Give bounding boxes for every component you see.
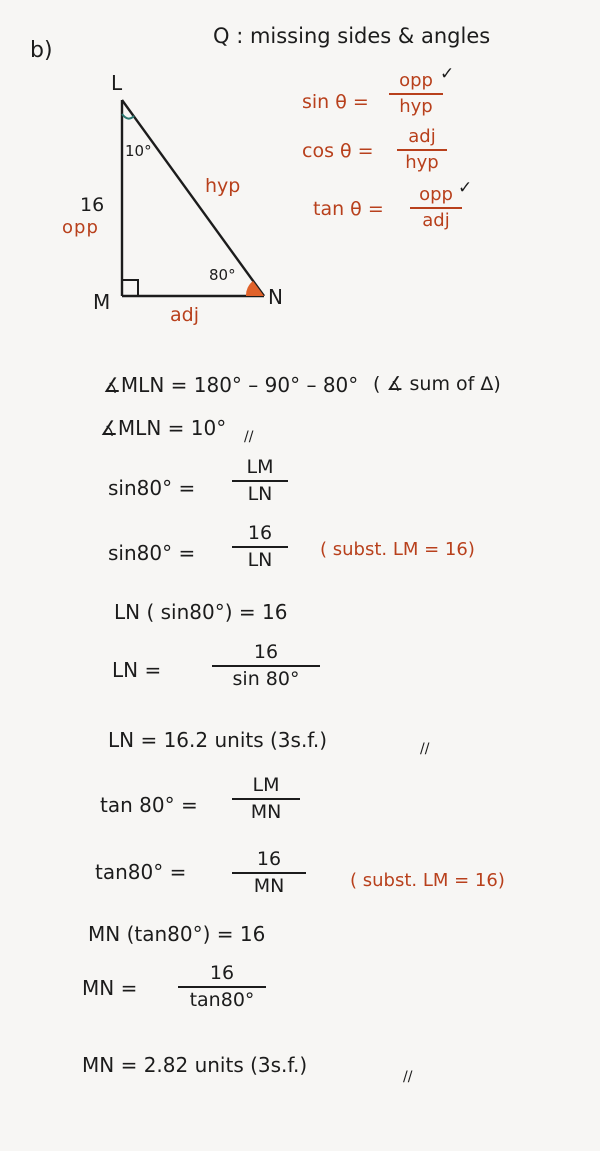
working-line-3-lhs: sin80° = [108,476,196,500]
working-line-9-fraction [232,850,306,896]
sin-checkmark: ✓ [440,64,455,84]
side-lm-role: opp [62,217,99,238]
working-line-6-denominator: sin 80° [232,668,300,690]
working-line-4-reason: ( subst. LM = 16) [320,539,475,560]
working-line-12-mark: // [403,1069,413,1085]
working-line-8-lhs: tan 80° = [100,793,198,817]
working-line-4-lhs: sin80° = [108,541,196,565]
vertex-m-label: M [93,290,111,314]
cos-ratio-label: cos θ = [302,140,374,162]
working-line-2: ∡MLN = 10° [100,416,227,440]
tan-ratio-fraction [410,186,462,230]
cos-ratio-fraction [397,128,447,172]
sin-ratio-denominator: hyp [399,96,433,117]
working-line-11-lhs: MN = [82,976,138,1000]
cos-ratio-denominator: hyp [405,152,439,173]
side-lm-length: 16 [80,194,105,216]
working-line-10: MN (tan80°) = 16 [88,922,266,946]
tan-ratio-label: tan θ = [313,198,384,220]
working-line-2-mark: // [244,429,254,445]
working-line-11-numerator: 16 [178,964,266,988]
right-angle-marker [122,280,138,296]
working-line-3-numerator: LM [232,458,288,482]
vertex-l-label: L [111,71,123,95]
tan-checkmark: ✓ [458,178,473,198]
working-line-3-denominator: LN [247,483,273,505]
working-line-8-fraction [232,776,300,822]
working-line-1: ∡MLN = 180° – 90° – 80° [103,373,359,397]
sin-ratio-fraction [389,72,443,116]
sin-ratio-label: sin θ = [302,91,369,113]
question-heading: Q : missing sides & angles [213,24,491,48]
working-line-9-denominator: MN [253,875,285,897]
vertex-n-label: N [268,285,283,309]
cos-ratio-numerator: adj [397,128,447,151]
working-line-5: LN ( sin80°) = 16 [114,600,288,624]
side-ln [122,100,264,296]
tan-ratio-numerator: opp [410,186,462,209]
working-line-9-lhs: tan80° = [95,860,187,884]
working-line-4-numerator: 16 [232,524,288,548]
working-line-4-fraction [232,524,288,570]
side-mn-role: adj [170,304,199,326]
working-line-4-denominator: LN [247,549,273,571]
working-line-11-denominator: tan80° [189,989,255,1011]
working-line-7-mark: // [420,741,430,757]
working-line-8-denominator: MN [250,801,282,823]
working-line-6-fraction [212,643,320,689]
working-line-11-fraction [178,964,266,1010]
working-line-12: MN = 2.82 units (3s.f.) [82,1053,308,1077]
sin-ratio-numerator: opp [389,72,443,95]
working-line-6-lhs: LN = [112,658,162,682]
working-line-3-fraction [232,458,288,504]
working-line-9-numerator: 16 [232,850,306,874]
working-line-7: LN = 16.2 units (3s.f.) [108,728,328,752]
working-line-6-numerator: 16 [212,643,320,667]
working-line-8-numerator: LM [232,776,300,800]
working-line-9-reason: ( subst. LM = 16) [350,870,505,891]
angle-l-label: 10° [125,142,152,160]
side-ln-role: hyp [205,175,241,197]
angle-n-label: 80° [209,266,236,284]
working-line-1-reason: ( ∡ sum of Δ) [373,373,501,395]
part-label: b) [30,38,53,63]
tan-ratio-denominator: adj [422,210,450,231]
